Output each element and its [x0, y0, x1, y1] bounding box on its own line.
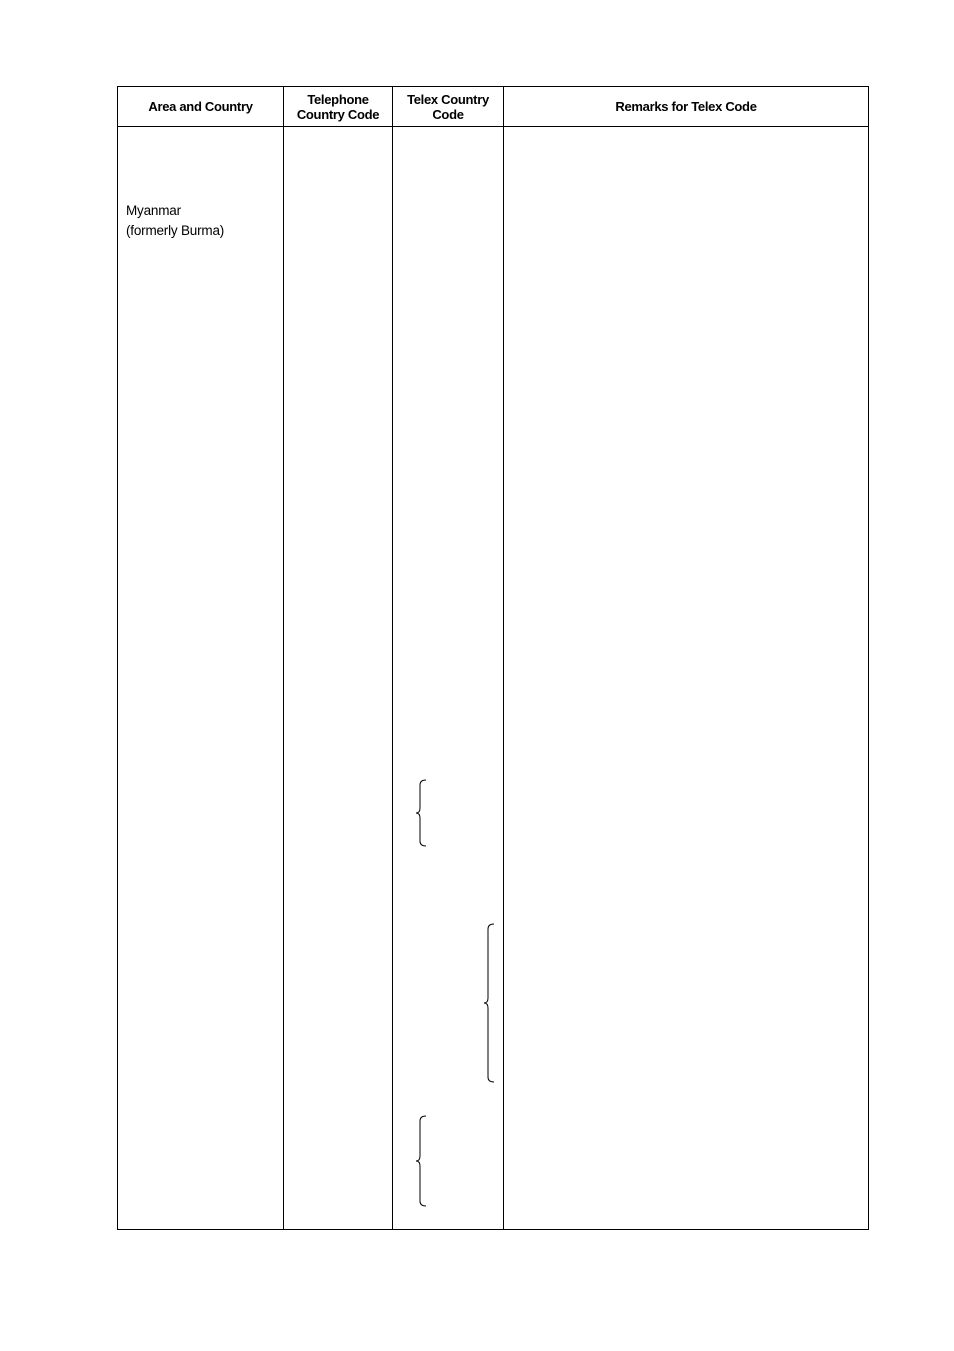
header-telephone: Telephone Country Code — [296, 91, 380, 122]
header-area: Area and Country — [148, 99, 253, 114]
column-divider — [392, 87, 393, 1229]
brace-icon — [482, 923, 496, 1083]
column-divider — [283, 87, 284, 1229]
header-divider — [118, 126, 868, 127]
column-divider — [503, 87, 504, 1229]
header-remarks: Remarks for Telex Code — [615, 99, 757, 114]
country-code-table — [117, 86, 869, 1230]
header-telex: Telex Country Code — [407, 91, 489, 122]
country-name: Myanmar (formerly Burma) — [126, 203, 225, 238]
brace-icon — [414, 779, 428, 847]
brace-icon — [414, 1115, 428, 1207]
